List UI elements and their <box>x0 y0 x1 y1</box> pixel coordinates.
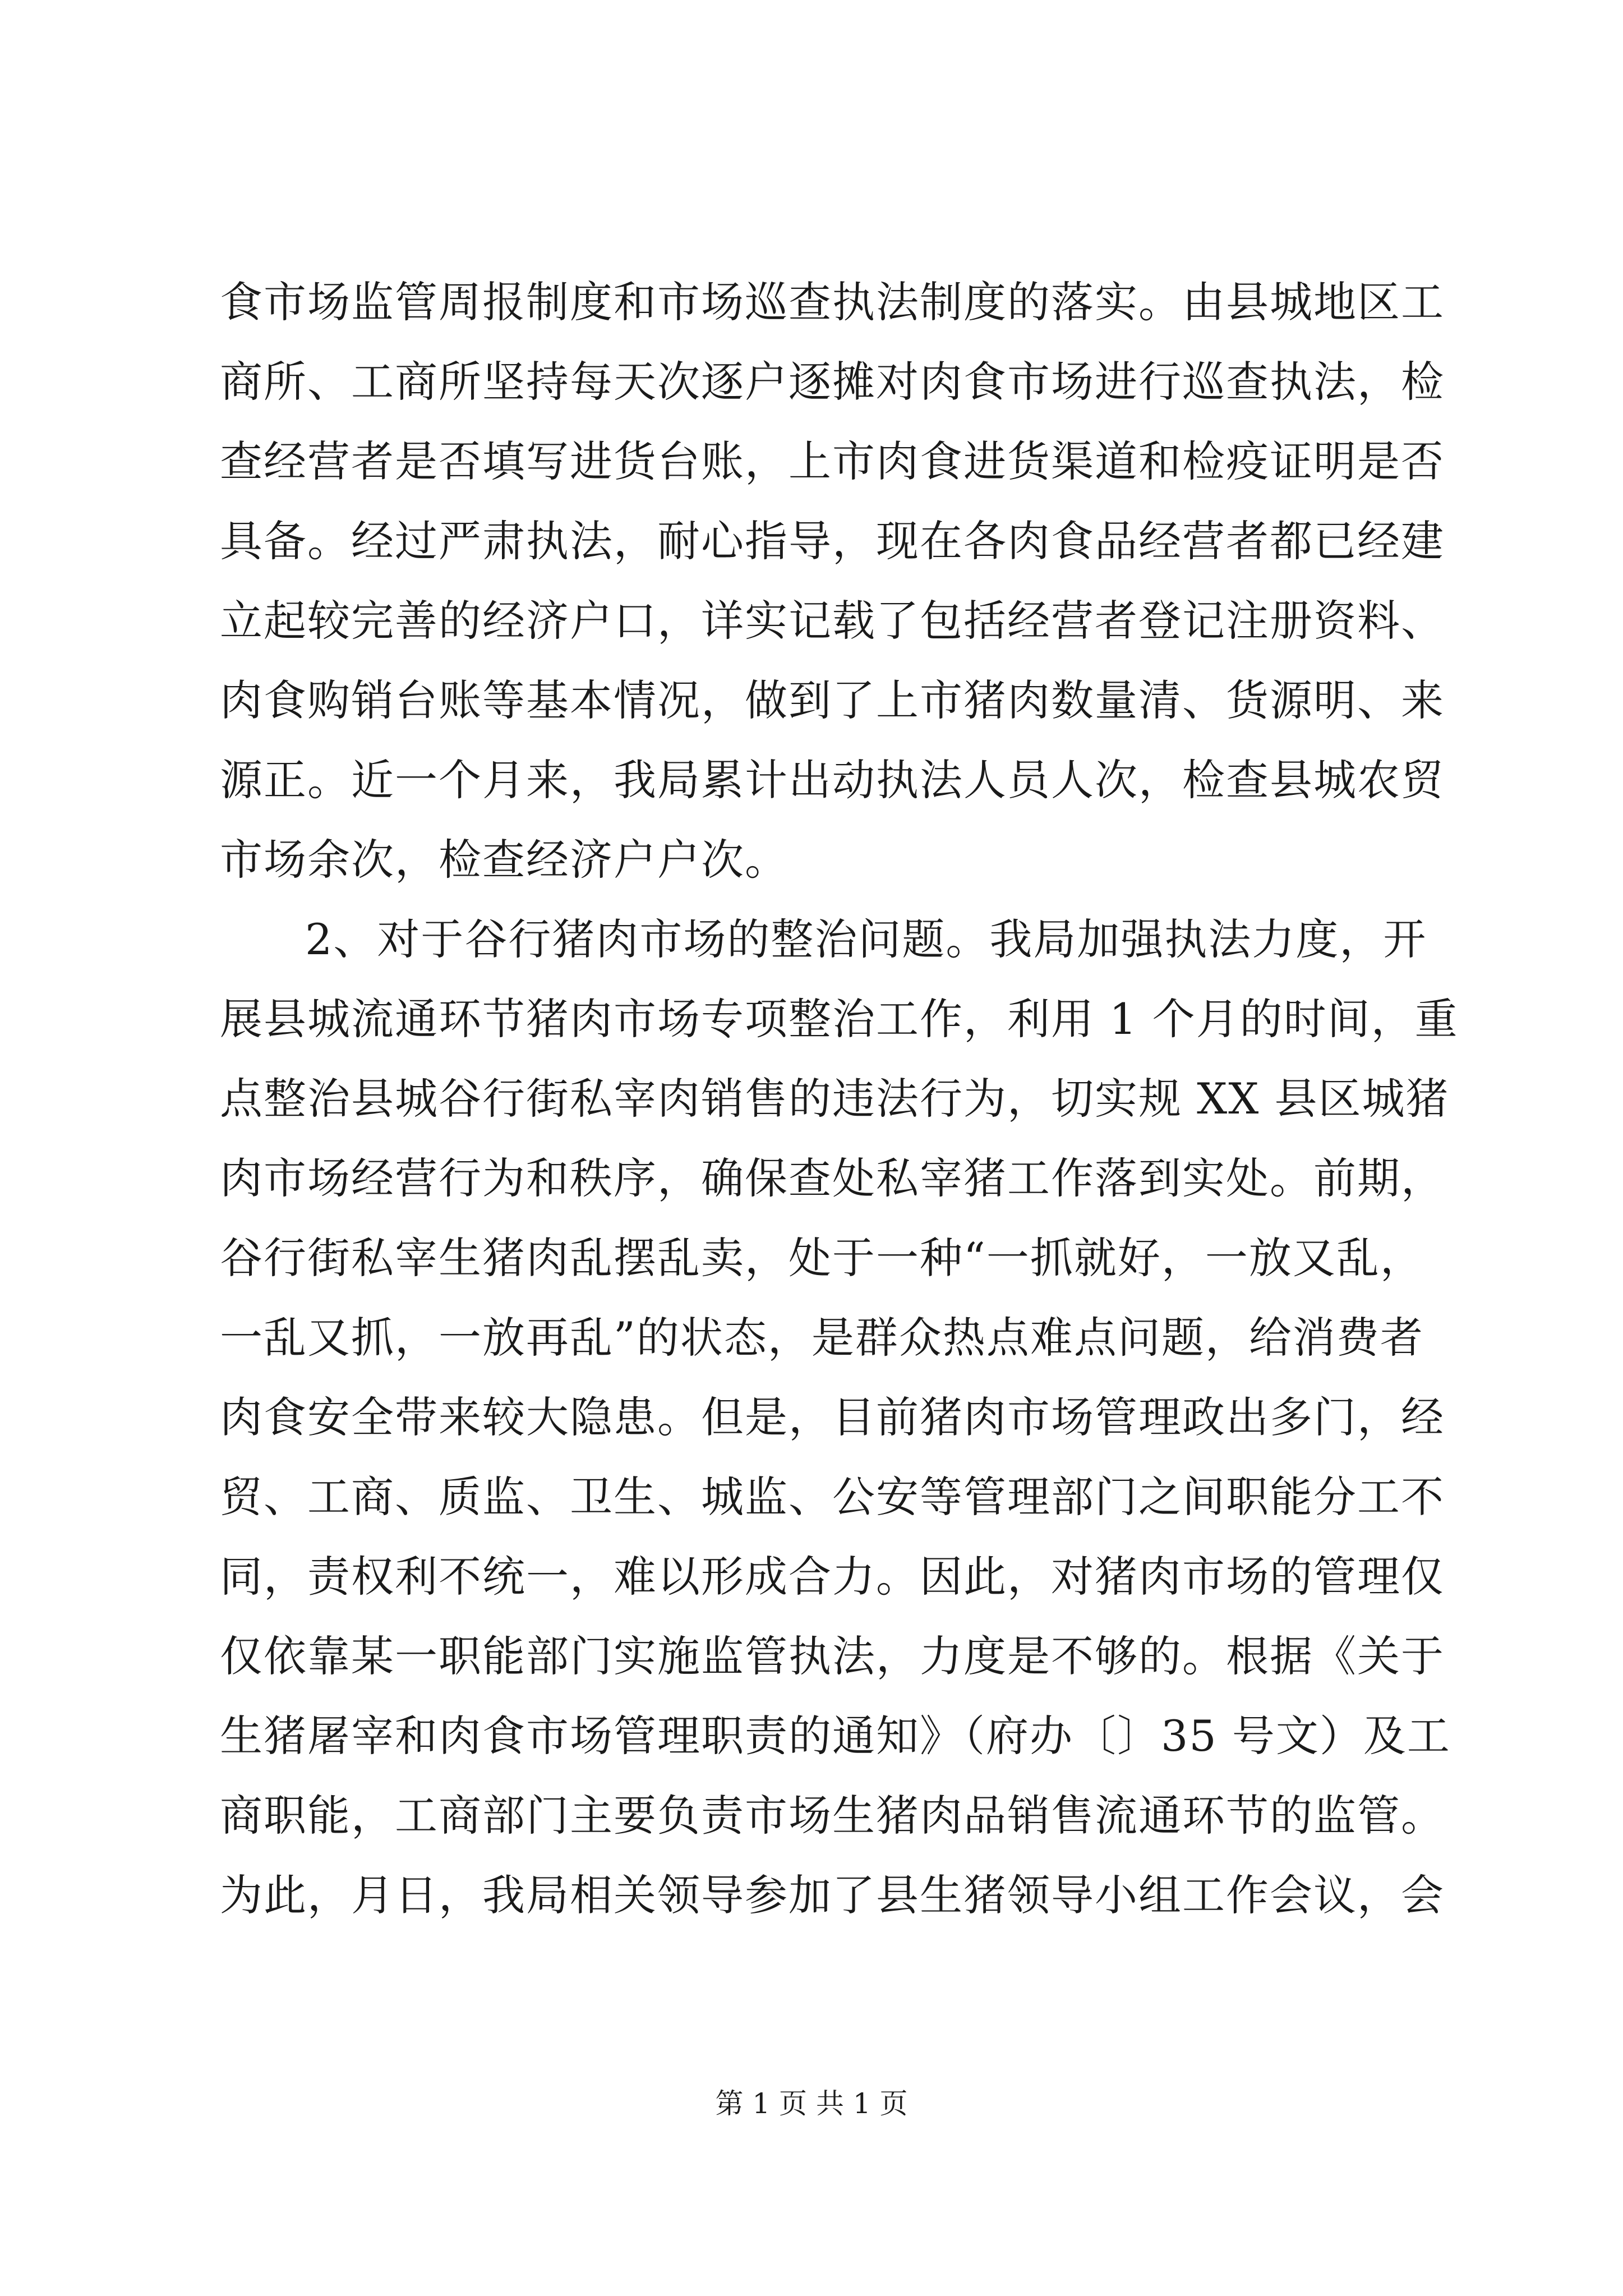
text-line: 仅依靠某一职能部门实施监管执法，力度是不够的。根据《关于 <box>220 1631 1445 1681</box>
text-line: 点整治县城谷行街私宰肉销售的违法行为，切实规 XX 县区城猪 <box>220 1074 1450 1124</box>
text-line: 具备。经过严肃执法，耐心指导，现在各肉食品经营者都已经建 <box>220 516 1445 566</box>
text-line: 展县城流通环节猪肉市场专项整治工作，利用 1 个月的时间，重 <box>220 994 1459 1044</box>
page-number-label: 第 1 页 共 1 页 <box>715 2087 908 2120</box>
text-line: 同，责权利不统一，难以形成合力。因此，对猪肉市场的管理仅 <box>220 1552 1445 1602</box>
text-line: 肉食购销台账等基本情况，做到了上市猪肉数量清、货源明、来 <box>220 675 1445 725</box>
text-line: 商所、工商所坚持每天次逐户逐摊对肉食市场进行巡查执法，检 <box>220 357 1445 407</box>
text-line: 食市场监管周报制度和市场巡查执法制度的落实。由县城地区工 <box>220 277 1445 327</box>
text-line: 贸、工商、质监、卫生、城监、公安等管理部门之间职能分工不 <box>220 1472 1445 1522</box>
text-line: 生猪屠宰和肉食市场管理职责的通知》（府办〔〕35 号文）及工 <box>220 1711 1451 1761</box>
text-line: 肉食安全带来较大隐患。但是，目前猪肉市场管理政出多门，经 <box>220 1392 1445 1442</box>
text-line: 为此，月日，我局相关领导参加了县生猪领导小组工作会议，会 <box>220 1870 1445 1920</box>
text-line: 源正。近一个月来，我局累计出动执法人员人次，检查县城农贸 <box>220 755 1445 805</box>
text-line: 一乱又抓，一放再乱”的状态，是群众热点难点问题，给消费者 <box>220 1313 1424 1363</box>
body-text <box>220 263 1459 1935</box>
text-line: 查经营者是否填写进货台账，上市肉食进货渠道和检疫证明是否 <box>220 436 1445 486</box>
text-line: 立起较完善的经济户口，详实记载了包括经营者登记注册资料、 <box>220 596 1445 646</box>
text-line: 肉市场经营行为和秩序，确保查处私宰猪工作落到实处。前期， <box>220 1153 1445 1203</box>
text-line: 市场余次，检查经济户户次。 <box>220 835 789 885</box>
text-line: 2、对于谷行猪肉市场的整治问题。我局加强执法力度，开 <box>305 914 1427 964</box>
page-footer <box>0 2084 1623 2123</box>
text-line: 谷行街私宰生猪肉乱摆乱卖，处于一种“一抓就好，一放又乱， <box>220 1233 1424 1283</box>
text-line: 商职能，工商部门主要负责市场生猪肉品销售流通环节的监管。 <box>220 1791 1445 1841</box>
